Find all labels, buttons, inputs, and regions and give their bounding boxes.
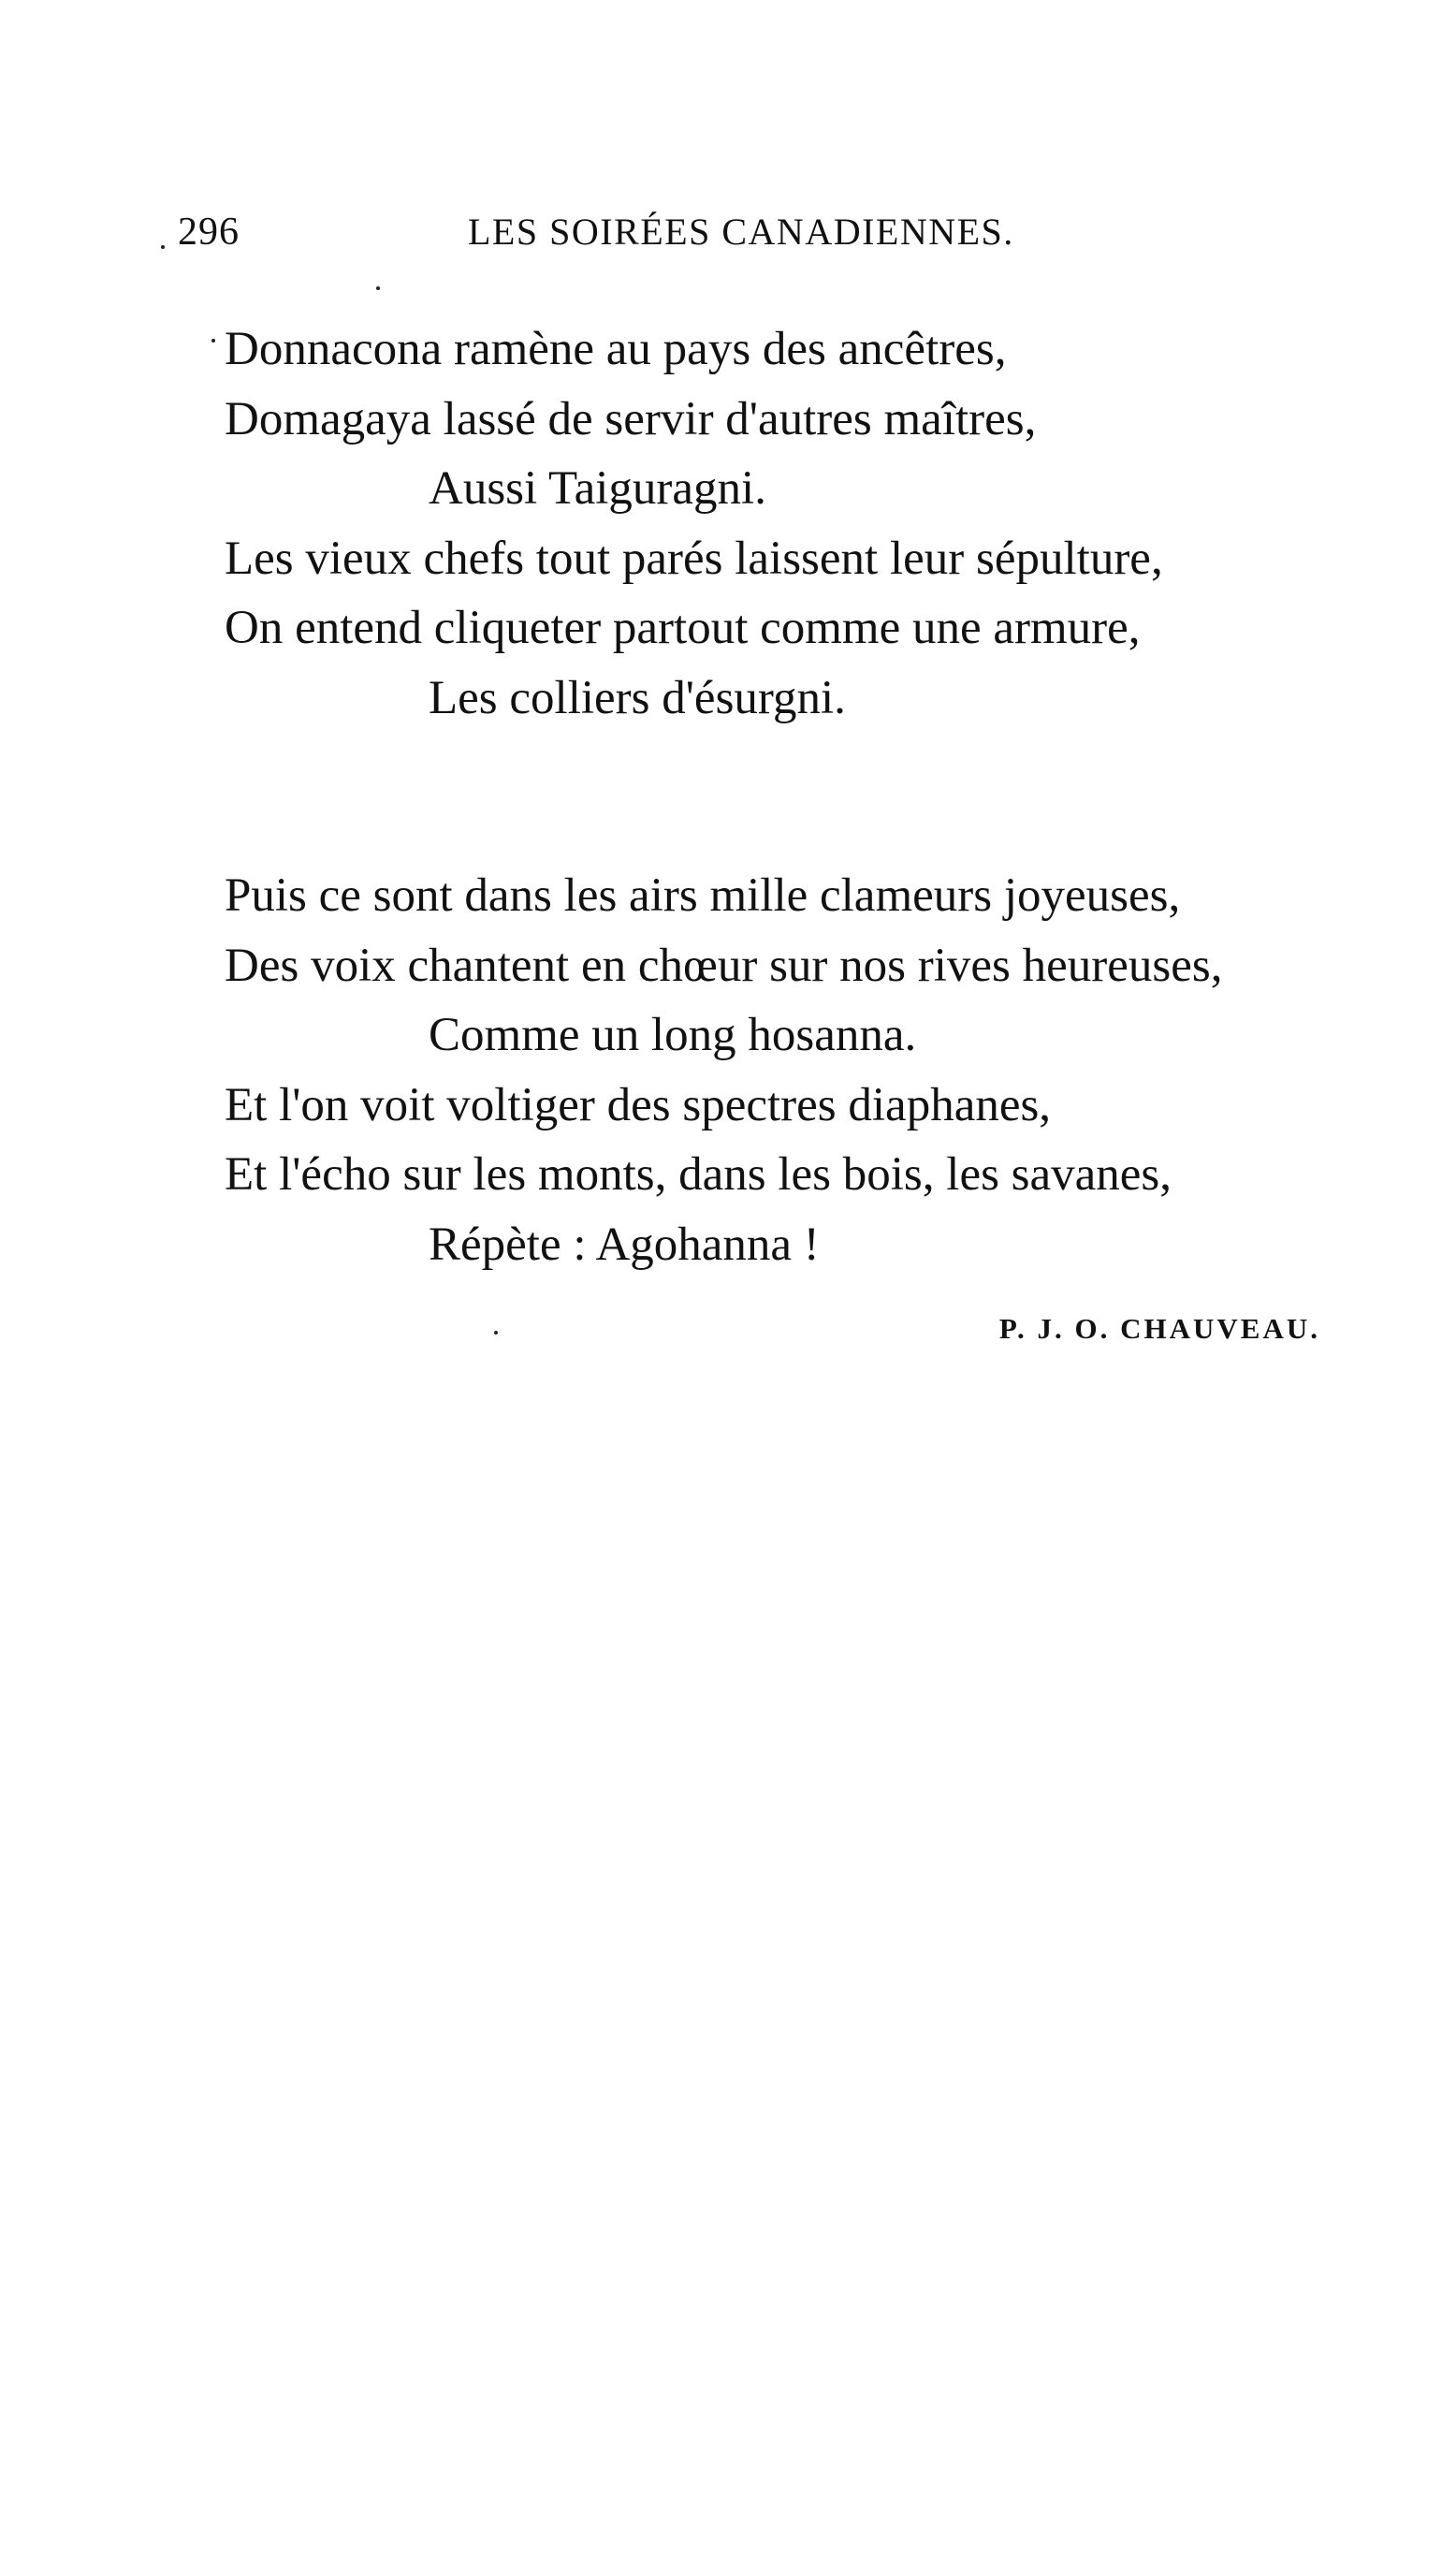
running-title: LES SOIRÉES CANADIENNES. xyxy=(468,211,1014,253)
running-head xyxy=(0,210,1456,266)
verse-line: On entend cliqueter partout comme une armure, xyxy=(225,602,1141,654)
print-speck xyxy=(161,245,165,249)
stanza-2 xyxy=(225,861,1404,1279)
page-number: 296 xyxy=(178,211,240,254)
print-speck xyxy=(376,286,380,290)
verse-line: Des voix chantent en chœur sur nos rives heureuses, xyxy=(225,939,1223,992)
verse-line: Et l'écho sur les monts, dans les bois, les savanes, xyxy=(225,1148,1172,1201)
verse-line-indented: Les colliers d'ésurgni. xyxy=(429,671,846,724)
stanza-1 xyxy=(225,314,1404,733)
verse-line-indented: Répète : Agohanna ! xyxy=(429,1218,820,1271)
verse-line: Puis ce sont dans les airs mille clameurs joyeuses, xyxy=(225,869,1181,922)
author-signature: P. J. O. CHAUVEAU. xyxy=(998,1312,1320,1345)
verse-line: Domagaya lassé de servir d'autres maîtres, xyxy=(225,392,1037,445)
verse-line-indented: Comme un long hosanna. xyxy=(429,1009,917,1061)
verse-line: Et l'on voit voltiger des spectres diaphanes, xyxy=(225,1078,1052,1131)
print-speck xyxy=(494,1331,498,1335)
verse-line: Les vieux chefs tout parés laissent leur sépulture, xyxy=(225,532,1163,585)
verse-line: Donnacona ramène au pays des ancêtres, xyxy=(225,323,1007,375)
print-speck xyxy=(211,339,215,343)
verse-line-indented: Aussi Taiguragni. xyxy=(429,462,766,515)
